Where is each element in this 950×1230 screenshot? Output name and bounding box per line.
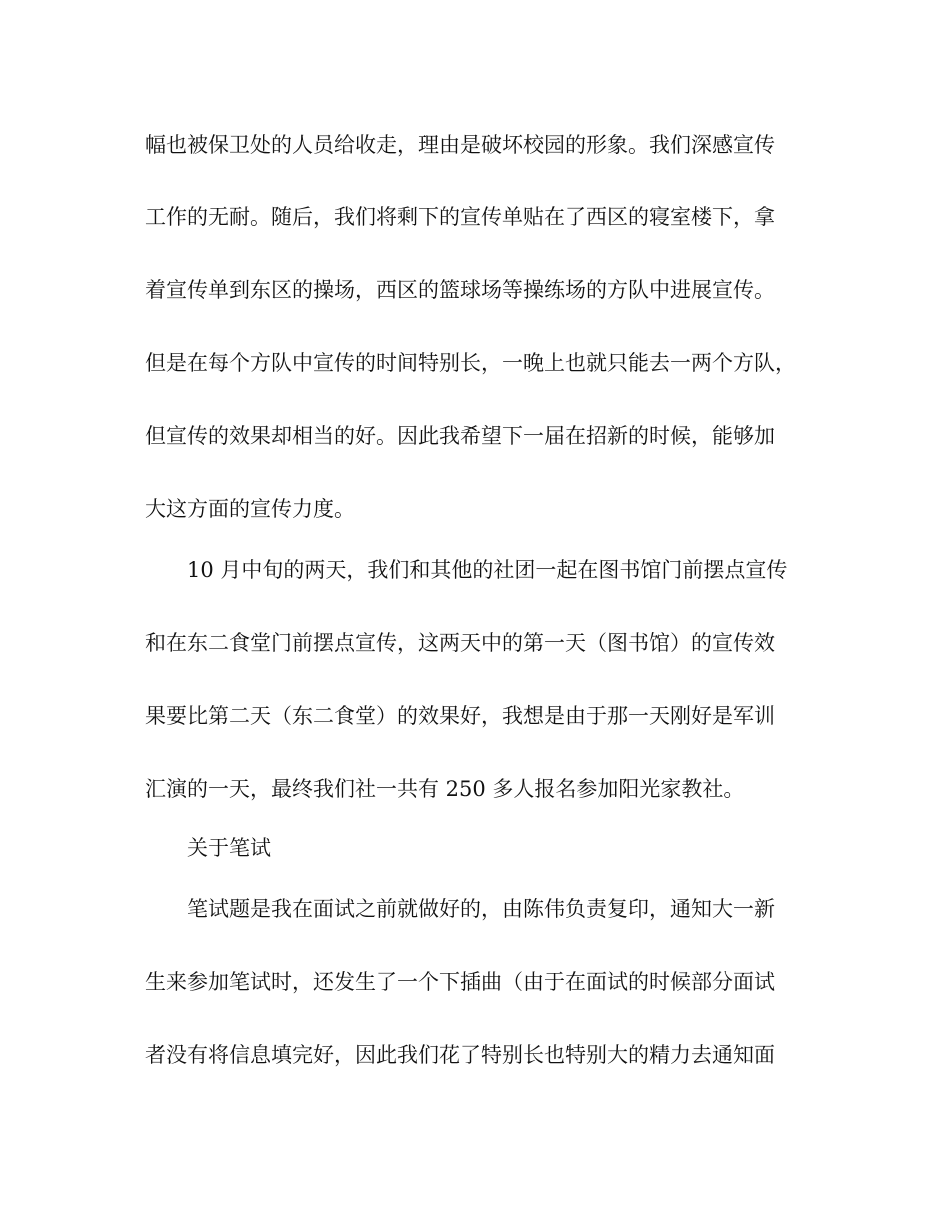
paragraph-line: 但是在每个方队中宣传的时间特别长，一晚上也就只能去一两个方队， bbox=[145, 351, 796, 375]
paragraph-line: 着宣传单到东区的操场，西区的篮球场等操练场的方队中进展宣传。 bbox=[145, 278, 775, 302]
paragraph-line: 者没有将信息填完好，因此我们花了特别长也特别大的精力去通知面 bbox=[145, 1043, 775, 1067]
paragraph-line: 笔试题是我在面试之前就做好的，由陈伟负责复印，通知大一新 bbox=[187, 897, 775, 921]
section-heading: 关于笔试 bbox=[187, 836, 271, 860]
paragraph-line: 和在东二食堂门前摆点宣传，这两天中的第一天（图书馆）的宣传效 bbox=[145, 631, 775, 655]
paragraph-line: 汇演的一天，最终我们社一共有 250 多人报名参加阳光家教社。 bbox=[145, 777, 745, 801]
paragraph-line: 幅也被保卫处的人员给收走，理由是破坏校园的形象。我们深感宣传 bbox=[145, 133, 775, 157]
paragraph-line: 但宣传的效果却相当的好。因此我希望下一届在招新的时候，能够加 bbox=[145, 424, 775, 448]
paragraph-line: 工作的无耐。随后，我们将剩下的宣传单贴在了西区的寝室楼下，拿 bbox=[145, 205, 775, 229]
paragraph-line: 生来参加笔试时，还发生了一个下插曲（由于在面试的时候部分面试 bbox=[145, 970, 775, 994]
paragraph-line: 果要比第二天（东二食堂）的效果好，我想是由于那一天刚好是军训 bbox=[145, 704, 775, 728]
paragraph-line: 10 月中旬的两天，我们和其他的社团一起在图书馆门前摆点宣传 bbox=[187, 558, 788, 582]
paragraph-line: 大这方面的宣传力度。 bbox=[145, 497, 355, 521]
